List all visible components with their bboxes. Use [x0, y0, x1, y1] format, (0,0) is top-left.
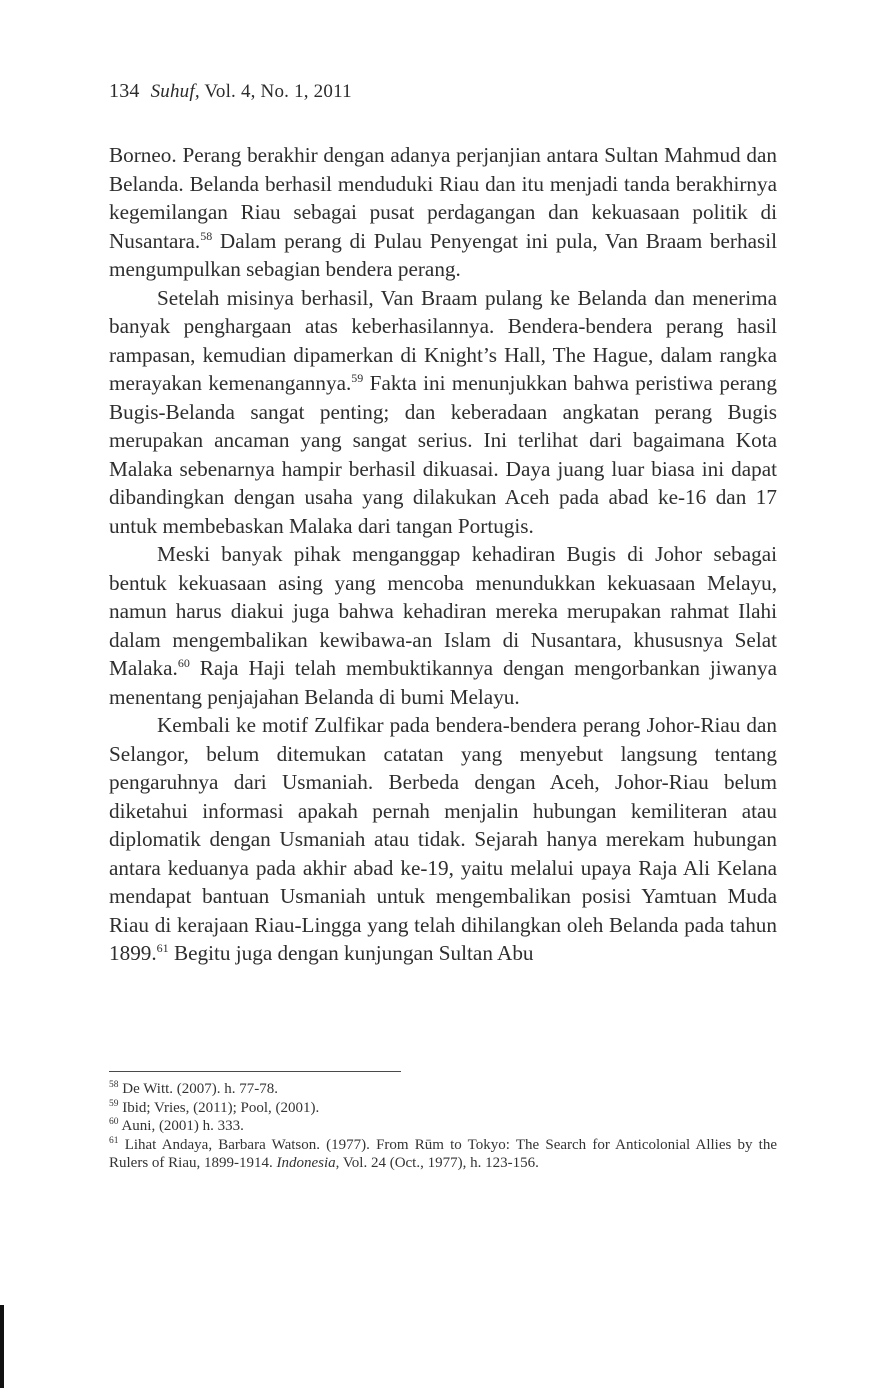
journal-title: Suhuf,: [150, 81, 200, 102]
footnote-ref-61: 61: [156, 941, 169, 955]
footnote-text: Lihat Andaya, Barbara Watson. (1977). From Rūm to Tokyo: The Search for Anticolonial Allies by the Rulers of Riau, 1899-1914.: [109, 1136, 778, 1171]
paragraph-1-text-a: Borneo. Perang berakhir dengan adanya perjanjian antara Sultan Mahmud dan Belanda. Belanda berhasil menduduki Riau dan itu menjadi tanda berakhirnya kegemilangan Riau sebagai pusat perdagangan dan kekuasaan politik di Nusantara.: [109, 143, 777, 253]
paragraph-4-text-b: Begitu juga dengan kunjungan Sultan Abu: [168, 941, 534, 965]
footnote-divider: [109, 1071, 401, 1072]
footnote-number: 60: [109, 1117, 119, 1127]
paragraph-3-text-b: Raja Haji telah membuktikannya dengan mengorbankan jiwanya menentang penjajahan Belanda di bumi Melayu.: [109, 656, 777, 709]
footnote-journal-title: Indonesia: [276, 1155, 336, 1171]
footnote-number: 61: [109, 1135, 119, 1146]
paragraph-3-text-a: Meski banyak pihak menganggap kehadiran Bugis di Johor sebagai bentuk kekuasaan asing yang mencoba menundukkan kekuasaan Melayu, namun harus diakui juga bahwa kehadiran mereka merupakan rahmat Ilahi dalam mengembalikan kewibawa-an Islam di Nusantara, khususnya Selat Malaka.: [109, 542, 777, 680]
footnote-text-end: , Vol. 24 (Oct., 1977), h. 123-156.: [335, 1155, 539, 1171]
footnote-ref-58: 58: [200, 228, 213, 243]
paragraph-4-text-a: Kembali ke motif Zulfikar pada bendera-bendera perang Johor-Riau dan Selangor, belum ditemukan catatan yang menyebut langsung tentang pengaruhnya dari Usmaniah. Berbeda dengan Aceh, Johor-Riau belum diketahui informasi apakah pernah menjalin hubungan kemiliteran atau diplomatik dengan Usmaniah atau tidak. Sejarah hanya merekam hubungan antara keduanya pada akhir abad ke-19, yaitu melalui upaya Raja Ali Kelana mendapat bantuan Usmaniah untuk mengembalikan posisi Yamtuan Muda Riau di kerajaan Riau-Lingga yang telah dihilangkan oleh Belanda pada tahun 1899.: [109, 713, 777, 965]
footnote-text: Auni, (2001) h. 333.: [121, 1118, 244, 1134]
footnotes: [109, 1080, 777, 1173]
footnote-text: Ibid; Vries, (2011); Pool, (2001).: [122, 1099, 320, 1116]
footnote-60: [109, 1117, 777, 1136]
journal-issue: Vol. 4, No. 1, 2011: [204, 81, 352, 102]
footnote-59: [109, 1099, 777, 1118]
paragraph-2-text-b: Fakta ini menunjukkan bahwa peristiwa perang Bugis-Belanda sangat penting; dan keberadaan angkatan perang Bugis merupakan ancaman yang sangat serius. Ini terlihat dari bagaimana Kota Malaka sebenarnya hampir berhasil dikuasai. Daya juang luar biasa ini dapat dibandingkan dengan usaha yang dilakukan Aceh pada abad ke-16 dan 17 untuk membebaskan Malaka dari tangan Portugis.: [109, 371, 777, 538]
scan-edge-mark: [0, 1305, 4, 1388]
paragraph-1: [109, 141, 777, 284]
body-text: [109, 141, 777, 968]
paragraph-3: [109, 540, 777, 711]
footnote-61: [109, 1136, 777, 1173]
running-header: [109, 80, 352, 103]
paragraph-4: [109, 711, 777, 968]
paragraph-2-text-a: Setelah misinya berhasil, Van Braam pulang ke Belanda dan menerima banyak penghargaan atas keberhasilannya. Bendera-bendera perang hasil rampasan, kemudian dipamerkan di Knight’s Hall, The Hague, dalam rangka merayakan kemenangannya.: [109, 285, 777, 395]
footnote-58: [109, 1080, 777, 1099]
page-number: 134: [109, 80, 140, 102]
paragraph-2: [109, 284, 777, 541]
footnote-ref-60: 60: [177, 656, 190, 670]
footnote-text: De Witt. (2007). h. 77-78.: [122, 1081, 279, 1097]
footnote-number: 59: [109, 1098, 119, 1109]
footnote-number: 58: [109, 1080, 119, 1090]
footnote-ref-59: 59: [351, 371, 364, 385]
paragraph-1-text-b: Dalam perang di Pulau Penyengat ini pula, Van Braam berhasil mengumpulkan sebagian bendera perang.: [109, 228, 777, 281]
